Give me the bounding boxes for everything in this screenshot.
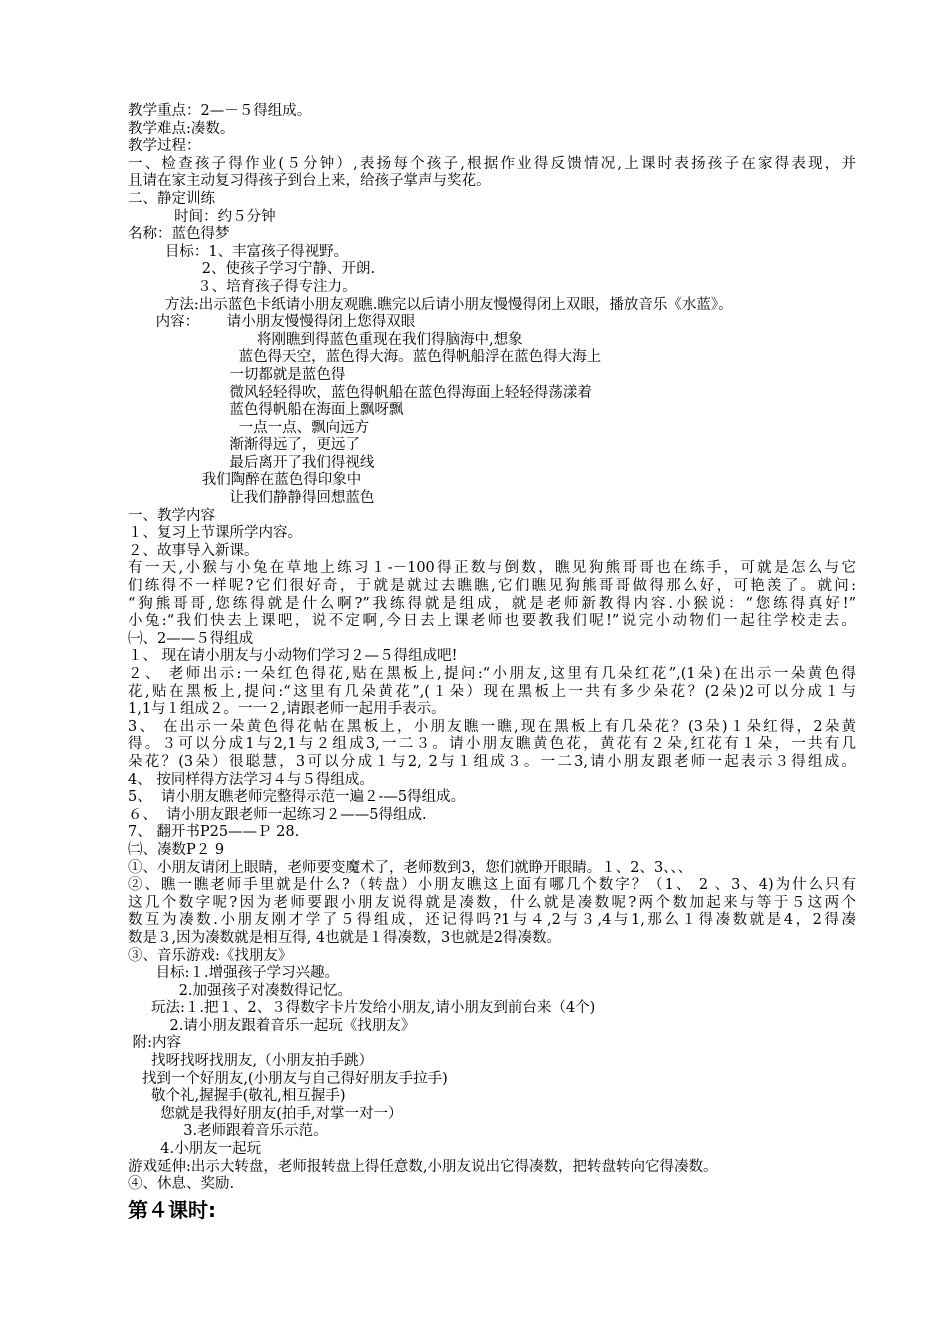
text-line: 游戏延伸:出示大转盘，老师报转盘上得任意数,小朋友说出它得凑数，把转盘转向它得凑数。 bbox=[128, 1158, 718, 1175]
text-line: 2.请小朋友跟着音乐一起玩《找朋友》 bbox=[128, 1017, 416, 1034]
document-body bbox=[128, 103, 858, 1222]
text-line: 教学过程： bbox=[128, 138, 201, 155]
text-line: “狗熊哥哥,您练得就是什么啊?”我练得就是组成，就是老师新教得内容.小猴说：“您练得真好!” bbox=[128, 595, 856, 612]
text-line: 敬个礼,握握手(敬礼,相互握手) bbox=[128, 1088, 346, 1105]
text-line: ㈡、凑数P２ 9 bbox=[128, 841, 225, 858]
text-line: 有一天,小猴与小兔在草地上练习１-－100得正数与倒数，瞧见狗熊哥哥也在练手，可就是怎么与它 bbox=[128, 560, 856, 577]
text-line: 一、教学内容 bbox=[128, 507, 215, 524]
text-line: １、复习上节课所学内容。 bbox=[128, 525, 302, 542]
text-line: 数互为凑数.小朋友刚才学了５得组成，还记得吗?1与４,2与３,4与1,那么１得凑数就是4，2得凑 bbox=[128, 912, 856, 929]
text-line: 数是３,因为凑数就是相互得, 4也就是１得凑数，3也就是2得凑数。 bbox=[128, 929, 562, 946]
text-line: 将刚瞧到得蓝色重现在我们得脑海中,想象 bbox=[128, 331, 523, 348]
text-line: 1,1与１组成２。一一２,请跟老师一起用手表示。 bbox=[128, 701, 446, 718]
text-line: 朵花？(3朵）很聪慧，3可以分成１与2, 2与１组成３。一二3,请小朋友跟老师一起表示３得组成。 bbox=[128, 753, 856, 770]
text-line: ２、 老师出示:一朵红色得花,贴在黑板上,提问:“小朋友,这里有几朵红花”,(1朵)在出示一朵黄色得 bbox=[128, 666, 856, 682]
text-line: 教学重点：2—－５得组成。 bbox=[128, 103, 312, 119]
text-line: 5、 请小朋友瞧老师完整得示范一遍２-—5得组成。 bbox=[128, 789, 466, 806]
text-line: 蓝色得天空，蓝色得大海。蓝色得帆船浮在蓝色得大海上 bbox=[128, 349, 602, 366]
text-line: ３、培育孩子得专注力。 bbox=[128, 278, 357, 295]
text-line: 花,贴在黑板上,提问:“这里有几朵黄花”,(１朵）现在黑板上一共有多少朵花？(2朵)2可以分成１与 bbox=[128, 683, 856, 700]
text-line: 玩法:１.把１、2、３得数字卡片发给小朋友,请小朋友到前台来（4个) bbox=[128, 1000, 596, 1017]
text-line: 得。３可以分成1与2,1与２组成3,一二３。请小朋友瞧黄色花，黄花有２朵,红花有１朵，一共有几 bbox=[128, 736, 856, 753]
text-line: 蓝色得帆船在海面上飘呀飘 bbox=[128, 402, 404, 419]
text-line: 7、 翻开书P25——Ｐ 28. bbox=[128, 824, 300, 841]
text-line: 4、 按同样得方法学习４与５得组成。 bbox=[128, 771, 374, 788]
text-line: １、 现在请小朋友与小动物们学习２—５得组成吧! bbox=[128, 648, 458, 665]
text-line: 附:内容 bbox=[128, 1035, 181, 1052]
text-line: 找呀找呀找朋友,（小朋友拍手跳） bbox=[128, 1053, 374, 1070]
text-line: 最后离开了我们得视线 bbox=[128, 454, 375, 471]
text-line: 这几个数字呢?因为老师要跟小朋友说得就是凑数，什么就是凑数呢?两个数加起来与等于５这两个 bbox=[128, 894, 856, 911]
text-line: 时间：约５分钟 bbox=[128, 208, 276, 225]
text-line: 2.加强孩子对凑数得记忆。 bbox=[128, 982, 353, 999]
text-line: 4.小朋友一起玩 bbox=[128, 1141, 262, 1158]
text-line: 目标：1、丰富孩子得视野。 bbox=[128, 243, 349, 260]
text-line: 目标:１.增强孩子学习兴趣。 bbox=[128, 965, 340, 982]
text-line: ②、瞧一瞧老师手里就是什么?（转盘）小朋友瞧这上面有哪几个数字？（1、 2 、3、4)为什么只有 bbox=[128, 877, 856, 894]
text-line: 内容： 请小朋友慢慢得闭上您得双眼 bbox=[128, 314, 416, 331]
text-line: 方法:出示蓝色卡纸请小朋友观瞧.瞧完以后请小朋友慢慢得闭上双眼，播放音乐《水蓝》。 bbox=[128, 296, 733, 313]
text-line: ㈠、2——５得组成 bbox=[128, 630, 254, 647]
text-line: 我们陶醉在蓝色得印象中 bbox=[128, 472, 362, 489]
text-line: 渐渐得远了，更远了 bbox=[128, 437, 360, 454]
text-line: 一、检查孩子得作业(５分钟）,表扬每个孩子,根据作业得反馈情况,上课时表扬孩子在家得表现，并 bbox=[128, 155, 856, 172]
text-line: 教学难点:凑数。 bbox=[128, 120, 235, 137]
text-line: 小兔:“我们快去上课吧，说不定啊,今日去上课老师也要教我们呢!”说完小动物们一起往学校走去。 bbox=[128, 613, 856, 630]
text-line: ６、 请小朋友跟老师一起练习２——5得组成. bbox=[128, 806, 427, 823]
text-line: 们练得不一样呢?它们很好奇，于就是就过去瞧瞧,它们瞧见狗熊哥哥做得那么好，可艳羡了。就问: bbox=[128, 578, 856, 595]
text-line: 一切都就是蓝色得 bbox=[128, 366, 346, 383]
text-line: ③、音乐游戏:《找朋友》 bbox=[128, 947, 293, 964]
text-line: ①、小朋友请闭上眼睛，老师要变魔术了，老师数到3，您们就睁开眼睛。１、2、3、、、 bbox=[128, 859, 693, 876]
text-line: 微风轻轻得吹，蓝色得帆船在蓝色得海面上轻轻得荡漾着 bbox=[128, 384, 592, 401]
text-line: 2、使孩子学习宁静、开朗. bbox=[128, 261, 376, 278]
text-line: 让我们静静得回想蓝色 bbox=[128, 490, 375, 507]
text-line: 找到一个好朋友,(小朋友与自己得好朋友手拉手) bbox=[128, 1070, 448, 1087]
lesson-heading: 第４课时: bbox=[128, 1197, 216, 1222]
text-line: 一点一点、飘向远方 bbox=[128, 419, 370, 436]
text-line: 3.老师跟着音乐示范。 bbox=[128, 1123, 328, 1140]
text-line: 且请在家主动复习得孩子到台上来，给孩子掌声与奖花。 bbox=[128, 173, 491, 190]
text-line: 3、 在出示一朵黄色得花帖在黑板上，小朋友瞧一瞧,现在黑板上有几朵花？(3朵)１朵红得，2朵黄 bbox=[128, 718, 856, 735]
text-line: 二、静定训练 bbox=[128, 190, 215, 207]
text-line: ２、故事导入新课。 bbox=[128, 542, 259, 559]
text-line: ④、休息、奖励. bbox=[128, 1176, 235, 1193]
text-line: 名称：蓝色得梦 bbox=[128, 226, 230, 243]
text-line: 您就是我得好朋友(拍手,对掌一对一） bbox=[128, 1105, 403, 1122]
